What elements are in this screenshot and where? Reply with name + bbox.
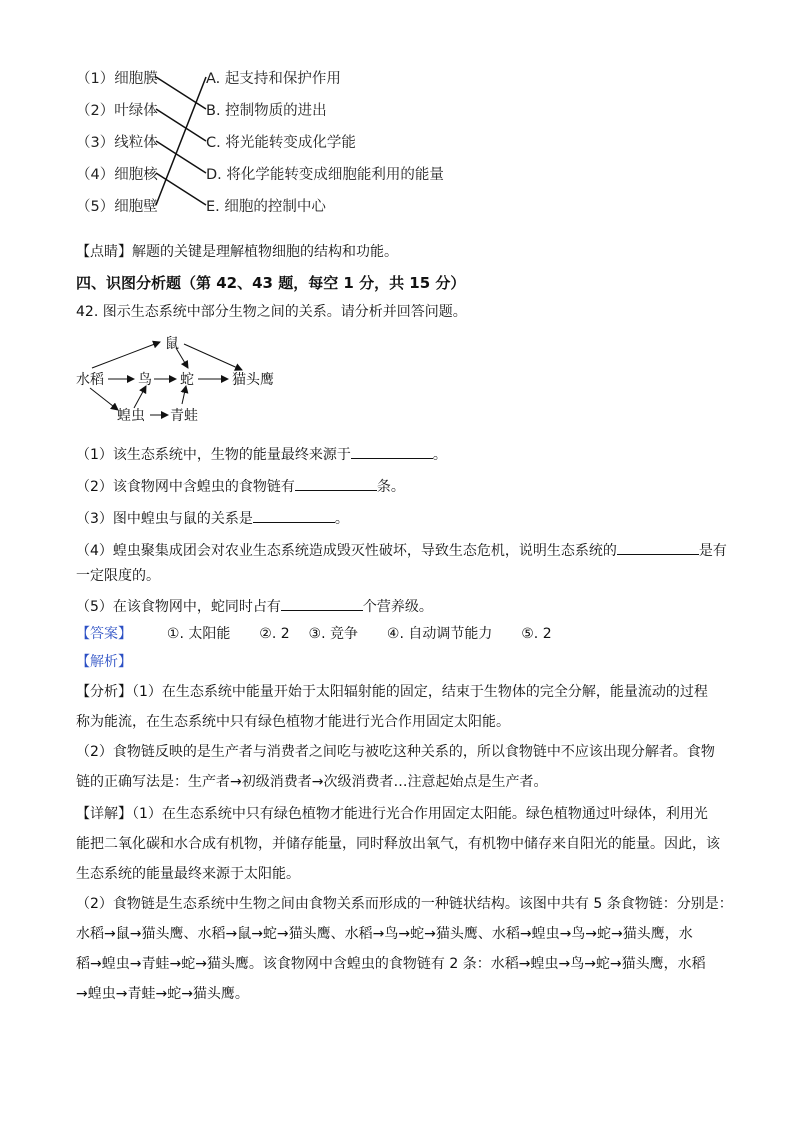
- answer-blank-5: [281, 596, 363, 611]
- section-heading: 四、识图分析题（第 42、43 题，每空 1 分，共 15 分）: [76, 274, 466, 292]
- detail-line-6: 稻→蝗虫→青蛙→蛇→猫头鹰。该食物网中含蝗虫的食物链有 2 条：水稻→蝗虫→鸟→蛇→猫头鹰，水稻: [76, 956, 706, 972]
- detail-line-1: 【详解】（1）在生态系统中只有绿色植物才能进行光合作用固定太阳能。绿色植物通过叶绿体，利用光: [76, 806, 708, 822]
- matching-lines: [0, 0, 800, 230]
- detail-line-7: →蝗虫→青蛙→蛇→猫头鹰。: [76, 986, 249, 1002]
- arrow-mouse-snake: [176, 348, 188, 368]
- node-bird: 鸟: [138, 372, 152, 388]
- question-2: （2）该食物网中含蝗虫的食物链有 条。: [76, 476, 405, 497]
- answer-item-2: ②. 2: [259, 626, 290, 642]
- node-frog: 青蛙: [170, 408, 198, 424]
- match-line-3-d: [156, 141, 206, 173]
- arrow-frog-snake: [182, 386, 186, 404]
- arrow-locust-bird: [134, 386, 146, 408]
- question-4: （4）蝗虫聚集成团会对农业生态系统造成毁灭性破坏，导致生态危机，说明生态系统的 是有: [76, 540, 727, 561]
- answer-blank-1: [351, 444, 433, 459]
- left-item-5: （5）细胞壁: [76, 199, 158, 215]
- match-line-1-b: [156, 77, 206, 109]
- answer-blank-2: [295, 476, 377, 491]
- answer-label: 【答案】: [76, 626, 132, 642]
- right-item-c: C. 将光能转变成化学能: [206, 135, 356, 151]
- answer-item-1: ①. 太阳能: [166, 626, 231, 642]
- left-item-1: （1）细胞膜: [76, 71, 158, 87]
- right-item-a: A. 起支持和保护作用: [206, 71, 341, 87]
- right-item-b: B. 控制物质的进出: [206, 103, 327, 119]
- match-line-4-e: [156, 173, 206, 205]
- answer-item-4: ④. 自动调节能力: [386, 626, 493, 642]
- node-snake: 蛇: [180, 372, 194, 388]
- point-note: 【点睛】解题的关键是理解植物细胞的结构和功能。: [76, 244, 398, 260]
- question-5: （5）在该食物网中，蛇同时占有 个营养级。: [76, 596, 433, 617]
- node-mouse: 鼠: [165, 336, 179, 352]
- detail-line-3: 生态系统的能量最终来源于太阳能。: [76, 866, 300, 882]
- food-web-diagram: [70, 330, 310, 430]
- analysis-line-3: （2）食物链反映的是生产者与消费者之间吃与被吃这种关系的，所以食物链中不应该出现分解者。食物: [76, 744, 715, 760]
- question-1: （1）该生态系统中，生物的能量最终来源于 。: [76, 444, 447, 465]
- analysis-line-2: 称为能流，在生态系统中只有绿色植物才能进行光合作用固定太阳能。: [76, 714, 510, 730]
- node-owl: 猫头鹰: [232, 372, 274, 388]
- right-item-d: D. 将化学能转变成细胞能利用的能量: [206, 167, 444, 183]
- answer-item-5: ⑤. 2: [521, 626, 552, 642]
- detail-line-4: （2）食物链是生态系统中生物之间由食物关系而形成的一种链状结构。该图中共有 5 条食物链：分别是：: [76, 896, 733, 912]
- question-3: （3）图中蝗虫与鼠的关系是 。: [76, 508, 349, 529]
- node-locust: 蝗虫: [117, 408, 145, 424]
- answer-item-3: ③. 竞争: [308, 626, 358, 642]
- question-4-continued: 一定限度的。: [76, 568, 160, 584]
- match-line-5-a: [156, 77, 206, 205]
- analysis-line-1: 【分析】（1）在生态系统中能量开始于太阳辐射能的固定，结束于生物体的完全分解，能量流动的过程: [76, 684, 708, 700]
- arrow-rice-mouse: [92, 342, 160, 368]
- question-42-intro: 42. 图示生态系统中部分生物之间的关系。请分析并回答问题。: [76, 304, 467, 320]
- right-item-e: E. 细胞的控制中心: [206, 199, 326, 215]
- match-line-2-c: [156, 109, 206, 141]
- detail-line-5: 水稻→鼠→猫头鹰、水稻→鼠→蛇→猫头鹰、水稻→鸟→蛇→猫头鹰、水稻→蝗虫→鸟→蛇→猫头鹰，水: [76, 926, 693, 942]
- arrow-rice-locust: [90, 388, 118, 410]
- analysis-line-4: 链的正确写法是：生产者→初级消费者→次级消费者…注意起始点是生产者。: [76, 774, 548, 790]
- answer-blank-3: [253, 508, 335, 523]
- answer-row: [76, 624, 552, 644]
- answer-blank-4: [617, 540, 699, 555]
- left-item-2: （2）叶绿体: [76, 103, 158, 119]
- left-item-3: （3）线粒体: [76, 135, 158, 151]
- arrow-mouse-owl: [184, 344, 242, 370]
- analysis-label: 【解析】: [76, 654, 132, 670]
- node-rice: 水稻: [76, 372, 104, 388]
- detail-line-2: 能把二氧化碳和水合成有机物，并储存能量，同时释放出氧气，有机物中储存来自阳光的能量。因此，该: [76, 836, 720, 852]
- left-item-4: （4）细胞核: [76, 167, 158, 183]
